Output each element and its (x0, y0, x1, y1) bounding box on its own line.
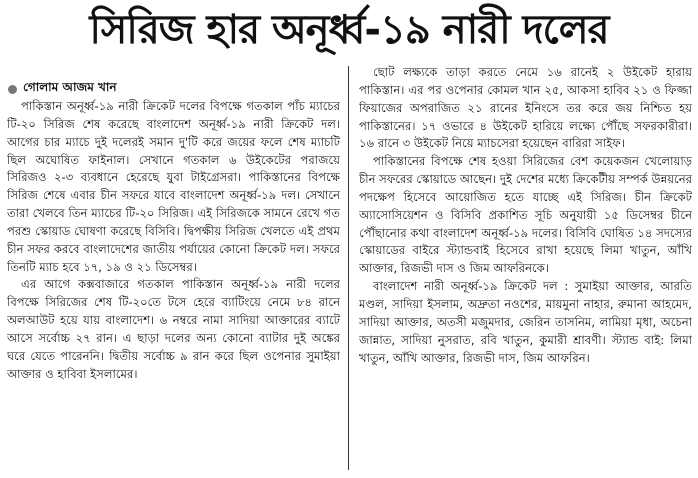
paragraph: পাকিস্তান অনূর্ধ্ব-১৯ নারী ক্রিকেট দলের বিপক্ষে গতকাল পাঁচ ম্যাচের টি-২০ সিরিজ শেষ করেছে বাংলাদেশ অনূর্ধ্ব-১৯ নারী ক্রিকেট দল। আগের চার ম্যাচে দুই দলেরই সমান দু'টি করে জয়ের ফলে শেষ ম্যাচটি ছিল অঘোষিত ফাইনাল। সেখানে গতকাল ৬ উইকেটের পরাজয়ে সিরিজও ২-৩ ব্যবধানে হেরেছে যুবা টাইগ্রেসরা। পাকিস্তানের বিপক্ষে সিরিজ শেষে এবার চীন সফরে যাবে বাংলাদেশ অনূর্ধ্ব-১৯ দল। সেখানে তারা খেলবে তিন ম্যাচের টি-২০ সিরিজ। এই সিরিজকে সামনে রেখে গত পরশু স্কোয়াড ঘোষণা করেছে বিসিবি। দ্বিপক্ষীয় সিরিজ খেলতে এই প্রথম চীন সফর করবে বাংলাদেশের জাতীয় পর্যায়ের কোনো ক্রিকেট দল। সফরে তিনটি ম্যাচ হবে ১৭, ১৯ ও ২১ ডিসেম্বর। (7, 99, 340, 274)
bullet-icon (8, 85, 17, 94)
paragraph: পাকিস্তানের বিপক্ষে শেষ হওয়া সিরিজের বেশ কয়েকজন খেলোয়াড় চীন সফরের স্কোয়াডে আছেন। দুই দেশের মধ্যে ক্রিকেটীয় সম্পর্ক উন্নয়নের পদক্ষেপ হিসেবে আয়োজিত হতে যাচ্ছে এই সিরিজ। চীন ক্রিকেট অ্যাসোসিয়েশন ও বিসিবি প্রকাশিত সূচি অনুযায়ী ১৫ ডিসেম্বর চীনে পৌঁছানোর কথা বাংলাদেশ অনূর্ধ্ব-১৯ দলের। বিসিবি ঘোষিত ১৪ সদস্যের স্কোয়াডের বাইরে স্ট্যান্ডবাই হিসেবে রাখা হয়েছে লিমা খাতুন, আঁখি আক্তার, রিজভী দাস ও জিম আফরিনকে। (359, 154, 692, 276)
column-divider (348, 66, 349, 470)
headline: সিরিজ হার অনূর্ধ্ব-১৯ নারী দলের (89, 6, 609, 53)
paragraph: এর আগে কক্সবাজারে গতকাল পাকিস্তান অনূর্ধ্ব-১৯ নারী দলের বিপক্ষে সিরিজের শেষ টি-২০তে টসে হেরে ব্যাটিংয়ে নেমে ৮৪ রানে অলআউট হয়ে যায় বাংলাদেশ। ৬ নম্বরে নামা সাদিয়া আক্তারের ব্যাটে আসে সর্বোচ্চ ২৭ রান। এ ছাড়া দলের অন্য কোনো ব্যাটার দুই অঙ্কের ঘরে যেতে পারেননি। দ্বিতীয় সর্বোচ্চ ৯ রান করে ছিল ওপেনার সুমাইয়া আক্তার ও হাবিবা ইসলামের। (7, 277, 340, 381)
column-right (359, 64, 692, 474)
byline (8, 81, 117, 97)
column-left (7, 98, 340, 470)
paragraph: ছোট লক্ষ্যকে তাড়া করতে নেমে ১৬ রানেই ২ উইকেট হারায় পাকিস্তান। এর পর ওপেনার কোমল খান ২৫, আকসা হাবিব ২১ ও ফিজ্জা ফিয়াজের অপরাজিত ২১ রানের ইনিংসে তর করে জয় নিশ্চিত হয় পাকিস্তানের। ১৭ ওভারে ৪ উইকেট হারিয়ে লক্ষ্যে পৌঁছে সফরকারীরা। ১৬ রানে ৩ উইকেট নিয়ে ম্যাচসেরা হয়েছেন বারিরা সাইফ। (359, 65, 692, 151)
paragraph: বাংলাদেশ নারী অনূর্ধ্ব-১৯ ক্রিকেট দল : সুমাইয়া আক্তার, আরতি মণ্ডল, সাদিয়া ইসলাম, অদ্রুতা নওশের, মায়মুনা নাহার, রুমানা আহমেদ, সাদিয়া আক্তার, অতসী মজুমদার, জেরিন তাসনিম, লামিয়া মৃধা, অচেনা জান্নাত, সাদিয়া নুসরাত, রবি খাতুন, কুমারী শ্রাবণী। স্ট্যান্ড বাই: লিমা খাতুন, আঁখি আক্তার, রিজভী দাস, জিম আফরিন। (359, 279, 692, 365)
author-name: গোলাম আজম খান (23, 80, 117, 94)
